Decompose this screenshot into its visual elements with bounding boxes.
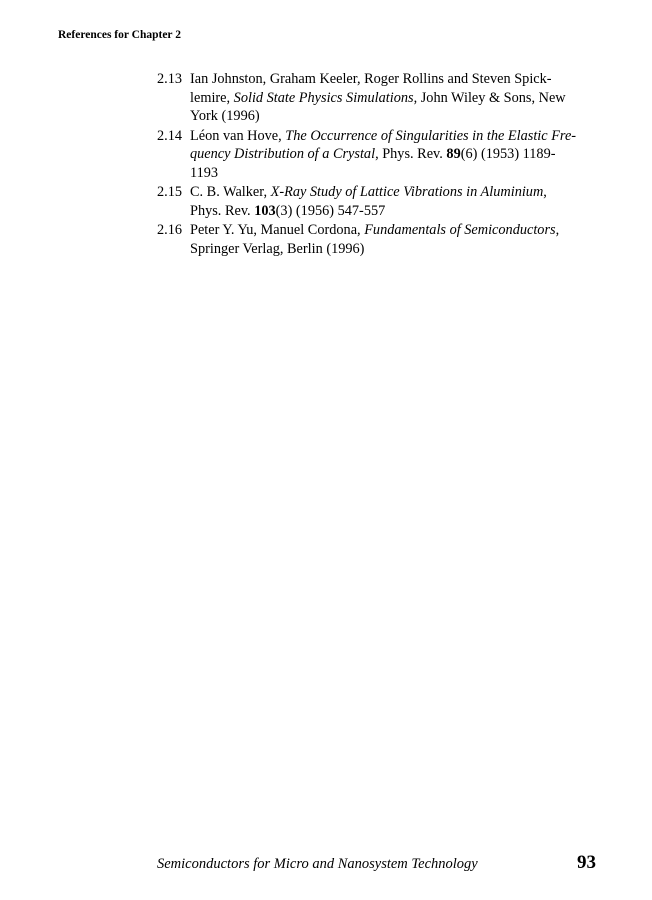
reference-title: Fundamentals of Semiconductors: [364, 222, 556, 238]
reference-text-run: , John Wiley & Sons, New: [413, 89, 566, 106]
reference-text: [190, 70, 605, 126]
reference-text-run: , Phys. Rev.: [375, 146, 447, 162]
reference-text-run: (3) (1956) 547-557: [275, 202, 386, 219]
reference-2-16: [157, 221, 607, 258]
reference-author: Peter Y. Yu, Manuel Cordona,: [190, 222, 365, 238]
reference-text: [190, 183, 605, 220]
reference-title: Solid State Physics Simulations: [233, 89, 414, 106]
running-head: References for Chapter 2: [58, 29, 181, 41]
reference-title: X-Ray Study of Lattice Vibrations in Aluminium: [270, 184, 544, 200]
reference-line: [190, 127, 605, 146]
reference-text-run: ,: [555, 222, 560, 238]
reference-number: 2.13: [157, 71, 183, 87]
reference-line: [190, 202, 605, 221]
reference-text-run: ,: [543, 184, 547, 200]
reference-line: [190, 89, 605, 108]
reference-text-run: lemire,: [190, 89, 234, 106]
reference-2-14: [157, 127, 607, 183]
reference-line: Ian Johnston, Graham Keeler, Roger Rollins and Steven Spick-: [190, 71, 552, 87]
page-number: 93: [577, 852, 596, 873]
reference-author: Léon van Hove,: [190, 127, 286, 144]
reference-2-13: [157, 70, 607, 126]
reference-list: [157, 70, 607, 259]
reference-text-run: (6) (1953) 1189-: [460, 146, 556, 162]
reference-2-15: [157, 183, 607, 220]
reference-line: Springer Verlag, Berlin (1996): [190, 240, 365, 257]
reference-number: 2.16: [157, 222, 183, 238]
reference-number: 2.14: [157, 127, 183, 144]
reference-author: C. B. Walker,: [190, 184, 271, 200]
reference-line: [190, 145, 605, 164]
reference-line: [190, 221, 605, 240]
reference-line: York (1996): [190, 108, 260, 124]
reference-text-run: Phys. Rev.: [190, 202, 255, 219]
reference-text: [190, 127, 605, 183]
reference-number: 2.15: [157, 184, 183, 200]
reference-volume: 103: [254, 202, 276, 219]
reference-line: 1193: [190, 164, 219, 181]
reference-line: [190, 183, 605, 202]
footer-book-title: Semiconductors for Micro and Nanosystem Technology: [157, 856, 478, 872]
reference-text: [190, 221, 605, 258]
reference-title: quency Distribution of a Crystal: [190, 146, 376, 162]
reference-title: The Occurrence of Singularities in the Elastic Fre-: [285, 127, 577, 144]
reference-volume: 89: [446, 146, 461, 162]
